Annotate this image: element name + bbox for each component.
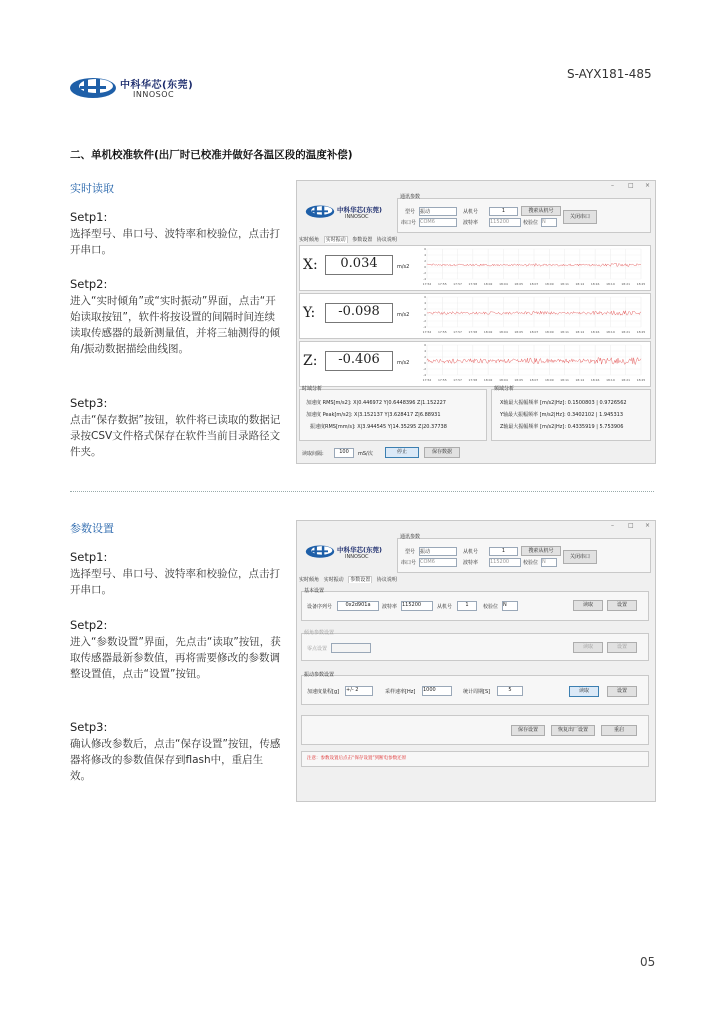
time-tick-label: 18:25 [636,330,646,334]
rms-label: 加速度 RMS[m/s2]: [306,400,352,406]
tilt-settings-title: 倾角参数设置 [304,630,335,636]
baud-label: 波特率 [463,220,479,226]
range-label: 加速度量程[g] [307,689,340,695]
y-tick-label: 6 [424,343,426,347]
y-axis-unit: m/s2 [397,312,410,318]
minimize-icon[interactable]: – [611,182,614,189]
time-tick-label: 18:02 [483,330,493,334]
search-slave-button[interactable]: 搜索从机号 [521,546,561,556]
save-note: 注意：参数设置后点击“保存设置”到断电参数还原 [307,756,407,761]
freq-z-value: 0.4335919 | 5.753906 [567,424,624,430]
time-tick-label: 18:05 [514,282,524,286]
time-tick-label: 18:09 [544,330,554,334]
x-axis-chart [419,247,647,287]
param-parity-label: 校验位 [483,604,499,610]
save-data-button[interactable]: 保存数据 [424,447,460,458]
tab-realtime-vibration[interactable]: 实时振动 [325,237,346,243]
y-tick-label: -2 [423,319,426,323]
close-icon[interactable]: × [645,522,651,529]
velocity-z: Z|20.37738 [417,424,447,430]
part2-step2-head: Setp2: [70,618,108,632]
time-tick-label: 17:52 [422,378,432,382]
app-logo-icon [303,203,337,219]
stop-button[interactable]: 停止 [385,447,419,458]
time-tick-label: 18:07 [529,282,539,286]
part2-step3-head: Setp3: [70,720,108,734]
slave-input[interactable]: 1 [489,207,518,216]
baud-label: 波特率 [463,560,479,566]
brand-name-en: INNOSOC [133,90,175,99]
time-tick-label: 18:16 [590,378,600,382]
time-tick-label: 18:19 [606,378,615,382]
interval-unit: mS/次 [358,451,373,457]
tab-param-settings[interactable]: 参数设置 [350,577,371,583]
port-label: 串口号 [401,220,417,226]
y-tick-label: 0 [424,313,426,317]
vibration-set-button[interactable]: 设置 [607,686,637,697]
close-port-button[interactable]: 关闭串口 [563,210,597,224]
freq-y-value: 0.3402102 | 1.945313 [567,412,623,418]
param-baud-label: 波特率 [382,604,398,610]
main-tabs [299,236,400,243]
time-tick-label: 18:11 [560,378,569,382]
period-input[interactable]: 5 [497,686,523,696]
time-tick-label: 18:14 [575,330,585,334]
zero-label: 零点设置 [307,646,328,652]
tab-realtime-tilt[interactable]: 实时倾角 [299,577,320,583]
company-logo-icon [68,74,118,100]
peak-row [306,411,441,418]
freq-analysis-title: 频域分析 [494,386,515,392]
rate-select[interactable]: 1000 [422,686,452,696]
time-tick-label: 18:04 [499,378,508,382]
page-number: 05 [640,955,656,969]
x-axis-label: X: [303,257,318,273]
freq-z-label: Z轴最大振幅频率 [m/s2|Hz]: [500,424,567,430]
tab-protocol[interactable]: 协议说明 [376,577,397,583]
time-tick-label: 18:16 [590,282,600,286]
time-analysis-title: 时域分析 [302,386,323,392]
time-tick-label: 18:25 [636,282,646,286]
part2-step1-body: 选择型号、串口号、波特率和校验位，点击打开串口。 [70,568,280,596]
time-tick-label: 17:57 [453,330,462,334]
y-tick-label: 0 [424,361,426,365]
vibration-read-button[interactable]: 读取 [569,686,599,697]
part2-step2-body: 进入“参数设置”界面，先点击“读取”按钮，获取传感器最新参数值，再将需要修改的参数调整设置值，点击“设置”按钮。 [70,636,281,680]
brand-name-cn: 中科华芯(东莞) [120,80,194,91]
y-tick-label: 2 [424,259,426,263]
freq-x-value: 0.1500803 | 0.9726562 [567,400,627,406]
velocity-y: Y|14.35295 [387,424,417,430]
close-port-button[interactable]: 关闭串口 [563,550,597,564]
tab-protocol[interactable]: 协议说明 [376,237,397,243]
param-slave-label: 从机号 [437,604,453,610]
time-tick-label: 17:55 [437,282,447,286]
time-tick-label: 18:05 [514,378,524,382]
param-baud-select[interactable]: 115200 [401,601,433,611]
part1-title: 实时读取 [70,182,114,195]
time-tick-label: 17:52 [422,330,432,334]
tab-realtime-vibration[interactable]: 实时振动 [323,577,344,583]
y-axis-value: -0.098 [325,303,393,323]
comm-params-title: 通讯参数 [400,534,421,540]
baud-select[interactable]: 115200 [489,558,521,567]
peak-label: 加速度 Peak[m/s2]: [306,412,353,418]
time-tick-label: 18:09 [544,282,554,286]
param-slave-input[interactable]: 1 [457,601,477,611]
time-tick-label: 18:19 [606,330,615,334]
y-axis-label: Y: [303,305,316,321]
y-tick-label: -2 [423,271,426,275]
time-tick-label: 18:21 [621,330,631,334]
section-divider [70,491,654,492]
part1-step1-head: Setp1: [70,210,108,224]
time-tick-label: 17:55 [437,330,447,334]
freq-y-row [500,411,623,418]
y-tick-label: 2 [424,307,426,311]
serial-input[interactable]: 0x2d901a [337,601,379,611]
rms-z: Z|1.152227 [417,400,446,406]
restart-button[interactable]: 重启 [601,725,637,736]
y-tick-label: -4 [423,277,426,281]
part1-step2-head: Setp2: [70,277,108,291]
time-tick-label: 18:09 [544,378,554,382]
time-tick-label: 17:58 [468,378,478,382]
model-select[interactable]: 振动 [419,547,457,556]
part1-step3-body: 点击“保存数据”按钮，软件将已读取的数据记录按CSV文件格式保存在软件当前目录路径文件夹。 [70,414,281,458]
y-tick-label: -2 [423,367,426,371]
slave-input[interactable]: 1 [489,547,518,556]
app-logo-icon [303,543,337,559]
time-tick-label: 18:25 [636,378,646,382]
tab-param-settings[interactable]: 参数设置 [352,237,373,243]
factory-reset-button[interactable]: 恢复出厂设置 [551,725,595,736]
port-label: 串口号 [401,560,417,566]
serial-label: 设备序列号 [307,604,333,610]
close-icon[interactable]: × [645,182,651,189]
parity-select[interactable]: N [541,218,557,227]
rms-y: Y|0.6448396 [383,400,416,406]
part1-step2-body: 进入“实时倾角”或“实时振动”界面，点击“开始读取按钮”，软件将按设置的间隔时间连续读取传感器的最新测量值，并将三轴测得的倾角/振动数据描绘曲线图。 [70,295,280,355]
param-parity-select[interactable]: N [502,601,518,611]
time-tick-label: 18:14 [575,282,585,286]
velocity-label: 振速度RMS[mm/s]: [310,424,356,430]
range-select[interactable]: +/- 2 [345,686,373,696]
peak-z: Z|6.88931 [414,412,441,418]
y-axis-chart [419,295,647,335]
time-tick-label: 18:21 [621,282,631,286]
y-tick-label: 0 [424,265,426,269]
peak-x: X|3.152137 [353,412,383,418]
time-tick-label: 18:02 [483,282,493,286]
minimize-icon[interactable]: – [611,522,614,529]
baud-select[interactable]: 115200 [489,218,521,227]
slave-label: 从机号 [463,209,479,215]
time-tick-label: 17:57 [453,378,462,382]
part1-step1-body: 选择型号、串口号、波特率和校验位，点击打开串口。 [70,228,280,256]
slave-label: 从机号 [463,549,479,555]
y-tick-label: 2 [424,355,426,359]
y-tick-label: 6 [424,295,426,299]
freq-x-label: X轴最大振幅频率 [m/s2|Hz]: [500,400,567,406]
app-window-params [296,520,656,802]
time-tick-label: 18:21 [621,378,631,382]
z-axis-label: Z: [303,353,318,369]
basic-settings-title: 基本设置 [304,588,325,594]
app-brand-cn: 中科华芯(东莞) [337,546,382,554]
time-tick-label: 18:14 [575,378,585,382]
basic-read-button[interactable]: 读取 [573,600,603,611]
parity-label: 校验位 [523,220,539,226]
app-brand-cn: 中科华芯(东莞) [337,206,382,214]
port-select[interactable]: COM6 [419,218,457,227]
time-tick-label: 18:07 [529,330,539,334]
app-brand-en: INNOSOC [345,214,369,220]
z-axis-chart [419,343,647,383]
freq-z-row [500,423,623,430]
rms-row [306,399,446,406]
y-tick-label: 4 [424,301,426,305]
freq-x-row [500,399,627,406]
time-tick-label: 17:57 [453,282,462,286]
save-settings-button[interactable]: 保存设置 [511,725,545,736]
time-tick-label: 17:52 [422,282,432,286]
parity-label: 校验位 [523,560,539,566]
rate-label: 采样速率[Hz] [385,689,416,695]
app-window-realtime [296,180,656,464]
y-tick-label: 4 [424,253,426,257]
main-tabs [299,576,400,583]
model-label: 型号 [405,209,416,215]
tilt-read-button[interactable]: 读取 [573,642,603,653]
comm-params-title: 通讯参数 [400,194,421,200]
velocity-x: X|3.944545 [357,424,387,430]
tab-realtime-tilt[interactable]: 实时倾角 [299,237,320,243]
time-tick-label: 18:04 [499,282,508,286]
model-select[interactable]: 振动 [419,207,457,216]
period-label: 统计周期[S] [463,689,491,695]
model-label: 型号 [405,549,416,555]
rms-x: X|0.446972 [353,400,383,406]
document-code: S-AYX181-485 [567,67,652,81]
part2-step3-body: 确认修改参数后，点击“保存设置”按钮，传感器将修改的参数值保存到flash中，重启生效。 [70,738,281,782]
time-tick-label: 18:02 [483,378,493,382]
time-tick-label: 18:04 [499,330,508,334]
parity-select[interactable]: N [541,558,557,567]
time-tick-label: 17:55 [437,378,447,382]
y-tick-label: -4 [423,325,426,329]
interval-label: 读取间隔: [302,451,324,457]
search-slave-button[interactable]: 搜索从机号 [521,206,561,216]
maximize-icon[interactable]: □ [628,522,634,529]
time-tick-label: 18:16 [590,330,600,334]
interval-input[interactable]: 100 [334,448,354,458]
z-axis-value: -0.406 [325,351,393,371]
time-tick-label: 18:19 [606,282,615,286]
time-tick-label: 18:07 [529,378,539,382]
section-title: 二、单机校准软件(出厂时已校准并做好各温区段的温度补偿) [70,149,353,161]
freq-y-label: Y轴最大振幅频率 [m/s2|Hz]: [500,412,566,418]
z-axis-unit: m/s2 [397,360,410,366]
y-tick-label: 4 [424,349,426,353]
part2-step1-head: Setp1: [70,550,108,564]
time-tick-label: 18:05 [514,330,524,334]
tilt-set-button[interactable]: 设置 [607,642,637,653]
time-tick-label: 17:58 [468,282,478,286]
zero-select[interactable] [331,643,371,653]
y-tick-label: -4 [423,373,426,377]
app-brand-en: INNOSOC [345,554,369,560]
actions-group [301,715,649,745]
x-axis-unit: m/s2 [397,264,410,270]
peak-y: Y|3.628417 [384,412,414,418]
x-axis-value: 0.034 [325,255,393,275]
y-tick-label: 6 [424,247,426,251]
port-select[interactable]: COM6 [419,558,457,567]
maximize-icon[interactable]: □ [628,182,634,189]
part2-title: 参数设置 [70,522,114,535]
vibration-settings-title: 振动参数设置 [304,672,335,678]
part1-step3-head: Setp3: [70,396,108,410]
time-tick-label: 17:58 [468,330,478,334]
time-tick-label: 18:11 [560,282,569,286]
velocity-row [310,423,447,430]
time-tick-label: 18:11 [560,330,569,334]
basic-set-button[interactable]: 设置 [607,600,637,611]
